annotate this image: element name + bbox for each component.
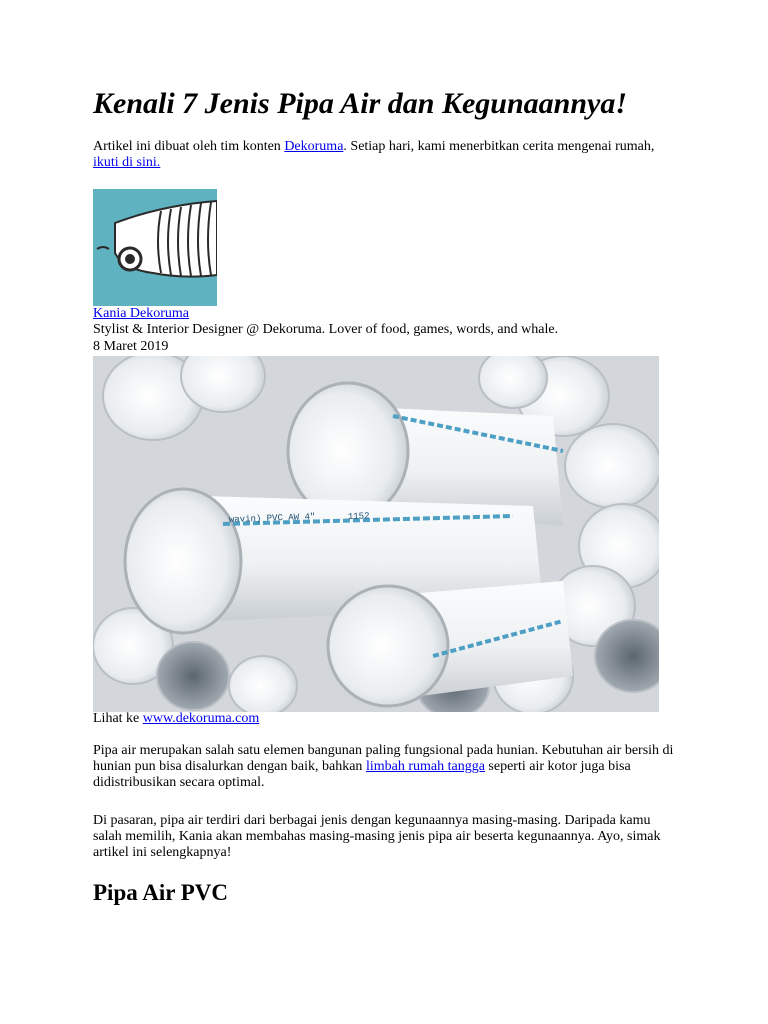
dekoruma-site-link[interactable]: www.dekoruma.com xyxy=(142,711,260,726)
author-bio: Stylist & Interior Designer @ Dekoruma. Lover of food, games, words, and whale. xyxy=(93,322,559,337)
pipe-print-2: 1152 xyxy=(347,511,370,522)
paragraph-2: Di pasaran, pipa air terdiri dari berbagai jenis dengan kegunaannya masing-masing. Daripada kamu salah memilih, Kania akan membahas masing-masing jenis pipa air beserta kegunaannya. Ayo, simak artikel ini selengkapnya! xyxy=(93,813,661,860)
follow-link[interactable]: ikuti di sini. xyxy=(93,155,161,170)
article-title: Kenali 7 Jenis Pipa Air dan Kegunaannya! xyxy=(93,87,627,120)
author-name-link[interactable]: Kania Dekoruma xyxy=(93,306,190,321)
paragraph-1-text-2: seperti air kotor juga bisa didistribusikan secara optimal. xyxy=(93,759,631,790)
paragraph-1 xyxy=(93,743,678,791)
limbah-link[interactable]: limbah rumah tangga xyxy=(365,759,485,774)
publish-date: 8 Maret 2019 xyxy=(93,339,169,354)
whale-icon xyxy=(93,189,217,306)
intro-text xyxy=(93,139,678,171)
paragraph-1-text-1: Pipa air merupakan salah satu elemen bangunan paling fungsional pada hunian. Kebutuhan air bersih di hunian pun bisa disalurkan dengan baik, bahkan xyxy=(93,743,674,774)
author-avatar[interactable] xyxy=(93,189,217,306)
hero-image-pvc-pipes xyxy=(93,356,659,712)
intro-text-1: Artikel ini dibuat oleh tim konten xyxy=(93,139,285,154)
caption-text: Lihat ke xyxy=(93,711,143,726)
dekoruma-link[interactable]: Dekoruma xyxy=(284,139,344,154)
section-heading: Pipa Air PVC xyxy=(93,880,229,905)
intro-text-2: . Setiap hari, kami menerbitkan cerita mengenai rumah, xyxy=(343,139,655,154)
pipe-print-1: wavin) PVC AW 4" xyxy=(228,511,316,525)
image-caption xyxy=(93,711,259,727)
